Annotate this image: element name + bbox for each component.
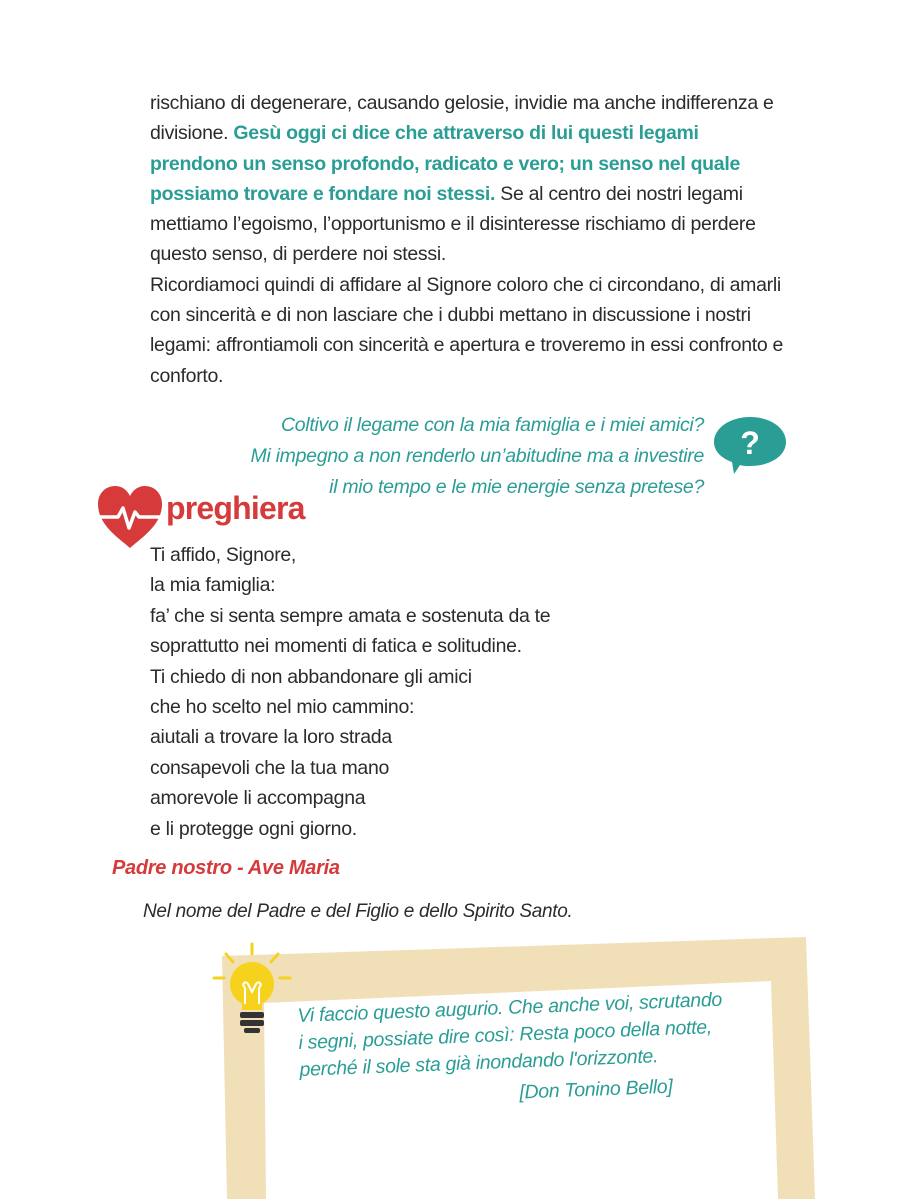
paragraph-1-start: rischiano di degenerare, causando gelosie, invidie ma anche indifferenza e divisione. [150, 92, 774, 145]
prayer-line: Ti affido, Signore, [150, 544, 297, 566]
paragraph-2: Ricordiamoci quindi di affidare al Signore coloro che ci circondano, di amarli con sincerità e di non lasciare che i dubbi mettano in discussione i nostri legami: affrontiamoli con sincerità e apertura e troveremo in essi confronto e conforto. [150, 273, 784, 387]
question-line: il mio tempo e le mie energie senza pretese? [329, 476, 704, 498]
prayer-title: preghiera [166, 490, 305, 526]
paragraph-1-end: Se al centro dei nostri legami mettiamo l’egoismo, l’opportunismo e il disinteresse rischiamo di perdere questo senso, di perdere noi stessi. [150, 182, 756, 266]
lightbulb-icon [210, 940, 294, 1040]
question-bubble-icon [712, 414, 788, 476]
prayer-line: e li protegge ogni giorno. [150, 817, 357, 840]
paragraph-1 [150, 88, 790, 270]
quote-text [297, 985, 761, 1115]
sign-of-cross-text: Nel nome del Padre e del Figlio e dello Spirito Santo. [143, 901, 573, 922]
prayer-line: fa’ che si senta sempre amata e sostenuta da te [150, 604, 551, 627]
question-mark: ? [740, 425, 760, 461]
prayer-line: amorevole li accompagna [150, 787, 366, 810]
quote-line: i segni, possiate dire così: Resta poco della notte, [298, 1016, 713, 1054]
body-text [150, 88, 790, 391]
prayer-line: consapevoli che la tua mano [150, 756, 390, 779]
prayer-text [150, 540, 610, 844]
question-line: Coltivo il legame con la mia famiglia e i miei amici? [280, 414, 704, 436]
quote-author: [Don Tonino Bello] [518, 1075, 673, 1104]
prayer-line: Ti chiedo di non abbandonare gli amici [150, 665, 472, 688]
prayer-line: aiutali a trovare la loro strada [150, 726, 392, 749]
prayer-line: che ho scelto nel mio cammino: [150, 696, 415, 719]
prayer-line: soprattutto nei momenti di fatica e solitudine. [150, 635, 522, 658]
padre-nostro-heading: Padre nostro - Ave Maria [112, 857, 340, 879]
prayer-line: la mia famiglia: [150, 574, 276, 597]
quote-line: Vi faccio questo augurio. Che anche voi, scrutando [297, 988, 723, 1027]
question-line: Mi impegno a non renderlo un’abitudine ma a investire [250, 445, 704, 467]
highlighted-sentence: Gesù oggi ci dice che attraverso di lui questi legami prendono un senso profondo, radicato e vero; un senso nel quale possiamo trovare e fondare noi stessi. [150, 122, 740, 205]
quote-line: perché il sole sta già inondando l'orizzonte. [299, 1045, 659, 1081]
